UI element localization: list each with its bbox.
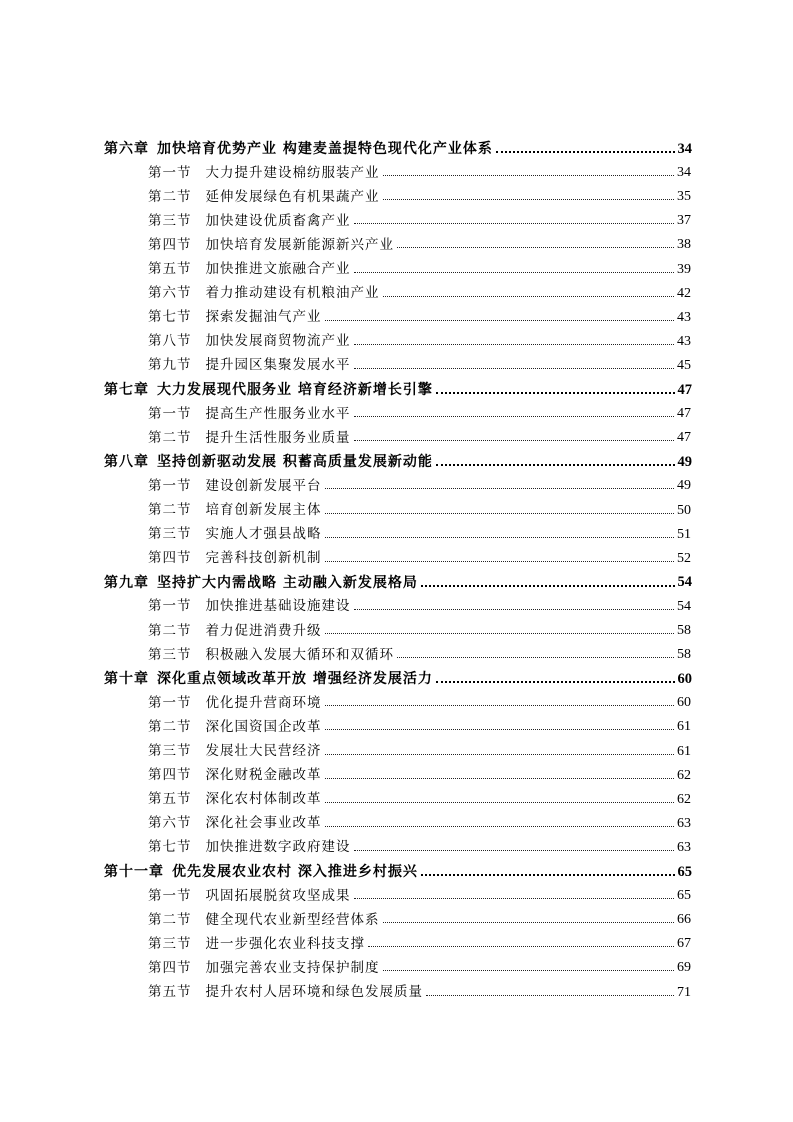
dot-leader — [325, 826, 675, 827]
toc-entry-title: 培育创新发展主体 — [205, 502, 322, 518]
toc-chapter-entry — [104, 375, 692, 397]
dot-leader — [325, 561, 675, 562]
dot-leader — [496, 151, 675, 153]
toc-section-entry — [148, 953, 691, 975]
toc-section-entry — [148, 881, 691, 903]
toc-entry-page-number: 71 — [677, 984, 691, 1000]
toc-chapter-entry — [104, 857, 692, 879]
toc-entry-number: 第二节 — [148, 622, 192, 639]
toc-entry-title: 加快培育发展新能源新兴产业 — [205, 236, 394, 253]
toc-entry-number: 第二节 — [148, 188, 192, 205]
toc-entry-title: 坚持创新驱动发展 积蓄高质量发展新动能 — [157, 454, 433, 471]
toc-entry-number: 第七章 — [104, 382, 149, 398]
toc-entry-title: 深化重点领域改革开放 增强经济发展活力 — [157, 671, 433, 688]
toc-entry-number: 第五节 — [148, 261, 192, 277]
toc-entry-title: 提高生产性服务业水平 — [205, 405, 351, 422]
toc-section-entry — [148, 737, 691, 759]
toc-section-entry — [148, 255, 691, 277]
toc-section-entry — [148, 978, 691, 1000]
dot-leader — [325, 513, 675, 514]
toc-entry-page-number: 61 — [677, 743, 691, 759]
toc-entry-page-number: 67 — [677, 936, 691, 952]
toc-entry-page-number: 58 — [677, 623, 691, 638]
toc-section-entry — [148, 640, 691, 662]
toc-entry-number: 第三节 — [148, 646, 192, 663]
toc-entry-page-number: 51 — [677, 526, 691, 542]
toc-entry-title: 进一步强化农业科技支撑 — [205, 935, 365, 952]
toc-section-entry — [148, 905, 691, 927]
toc-entry-page-number: 34 — [677, 165, 691, 181]
toc-section-entry — [148, 833, 691, 855]
toc-entry-title: 提升园区集聚发展水平 — [205, 357, 351, 374]
toc-entry-title: 完善科技创新机制 — [205, 550, 322, 567]
dot-leader — [325, 778, 675, 779]
toc-entry-title: 优化提升营商环境 — [205, 694, 322, 711]
toc-entry-page-number: 42 — [677, 285, 691, 301]
toc-entry-number: 第四节 — [148, 236, 192, 253]
dot-leader — [325, 488, 675, 489]
dot-leader — [383, 970, 675, 971]
toc-entry-title: 大力发展现代服务业 培育经济新增长引擎 — [157, 382, 433, 398]
toc-entry-title: 坚持扩大内需战略 主动融入新发展格局 — [157, 574, 418, 591]
toc-entry-number: 第七节 — [148, 839, 192, 856]
toc-entry-number: 第四节 — [148, 550, 192, 567]
toc-section-entry — [148, 230, 691, 252]
toc-section-entry — [148, 929, 691, 951]
toc-entry-number: 第十一章 — [104, 864, 164, 880]
toc-entry-number: 第五节 — [148, 791, 192, 808]
toc-entry-number: 第九节 — [148, 357, 192, 374]
dot-leader — [436, 681, 675, 683]
toc-section-entry — [148, 809, 691, 831]
toc-entry-page-number: 39 — [677, 261, 691, 277]
toc-entry-page-number: 61 — [677, 719, 691, 735]
toc-entry-page-number: 60 — [677, 695, 691, 711]
toc-entry-number: 第五节 — [148, 984, 192, 1000]
toc-entry-title: 建设创新发展平台 — [205, 477, 322, 494]
toc-entry-page-number: 62 — [677, 767, 691, 783]
toc-entry-number: 第二节 — [148, 502, 192, 518]
dot-leader — [325, 320, 675, 321]
toc-entry-page-number: 66 — [677, 912, 691, 928]
dot-leader — [397, 247, 674, 248]
toc-entry-page-number: 34 — [677, 140, 692, 157]
dot-leader — [325, 705, 675, 706]
dot-leader — [354, 850, 675, 851]
toc-chapter-entry — [104, 664, 692, 686]
toc-section-entry — [148, 182, 691, 204]
dot-leader — [383, 175, 675, 176]
toc-chapter-entry — [104, 568, 692, 590]
toc-entry-number: 第六章 — [104, 141, 149, 157]
toc-entry-page-number: 60 — [677, 670, 692, 687]
toc-entry-number: 第二节 — [148, 718, 192, 735]
dot-leader — [383, 296, 675, 297]
toc-entry-title: 健全现代农业新型经营体系 — [205, 911, 380, 928]
toc-entry-title: 加快发展商贸物流产业 — [205, 333, 351, 350]
toc-entry-page-number: 63 — [677, 815, 691, 831]
toc-entry-number: 第三节 — [148, 526, 192, 543]
dot-leader — [426, 995, 674, 996]
toc-section-entry — [148, 785, 691, 807]
toc-entry-title: 着力促进消费升级 — [205, 622, 322, 639]
toc-entry-number: 第二节 — [148, 429, 192, 446]
toc-entry-title: 深化财税金融改革 — [205, 767, 322, 784]
dot-leader — [354, 344, 675, 345]
toc-entry-page-number: 49 — [677, 453, 692, 470]
dot-leader — [354, 223, 675, 224]
toc-entry-title: 深化社会事业改革 — [205, 815, 322, 832]
dot-leader — [325, 729, 675, 730]
toc-entry-title: 探索发掘油气产业 — [205, 309, 322, 326]
toc-section-entry — [148, 712, 691, 734]
toc-entry-number: 第一节 — [148, 887, 192, 904]
toc-section-entry — [148, 327, 691, 349]
toc-entry-page-number: 47 — [677, 381, 692, 398]
toc-entry-number: 第一节 — [148, 405, 192, 422]
toc-section-entry — [148, 423, 691, 445]
dot-leader — [421, 874, 675, 876]
toc-entry-page-number: 54 — [677, 574, 692, 591]
toc-entry-number: 第三节 — [148, 743, 192, 759]
toc-entry-number: 第一节 — [148, 477, 192, 494]
toc-entry-title: 提升生活性服务业质量 — [205, 429, 351, 446]
toc-entry-page-number: 43 — [677, 309, 691, 325]
toc-section-entry — [148, 544, 691, 566]
toc-entry-title: 大力提升建设棉纺服装产业 — [205, 164, 380, 181]
toc-entry-number: 第一节 — [148, 164, 192, 181]
toc-entry-number: 第八节 — [148, 333, 192, 350]
toc-entry-number: 第八章 — [104, 454, 149, 471]
toc-section-entry — [148, 688, 691, 710]
toc-section-entry — [148, 303, 691, 325]
toc-entry-number: 第三节 — [148, 212, 192, 229]
toc-entry-page-number: 69 — [677, 960, 691, 976]
dot-leader — [354, 368, 675, 369]
dot-leader — [436, 464, 675, 466]
toc-entry-number: 第一节 — [148, 598, 192, 615]
dot-leader — [421, 585, 675, 587]
toc-section-entry — [148, 471, 691, 493]
toc-entry-number: 第一节 — [148, 694, 192, 711]
toc-entry-title: 加快推进基础设施建设 — [205, 598, 351, 615]
toc-entry-page-number: 37 — [677, 213, 691, 229]
toc-entry-page-number: 50 — [677, 502, 691, 518]
toc-entry-title: 延伸发展绿色有机果蔬产业 — [205, 188, 380, 205]
toc-entry-number: 第四节 — [148, 959, 192, 976]
toc-entry-title: 着力推动建设有机粮油产业 — [205, 285, 380, 302]
toc-section-entry — [148, 592, 691, 614]
toc-entry-title: 优先发展农业农村 深入推进乡村振兴 — [172, 864, 418, 880]
toc-entry-number: 第二节 — [148, 911, 192, 928]
dot-leader — [325, 802, 675, 803]
dot-leader — [397, 657, 674, 658]
toc-entry-page-number: 43 — [677, 333, 691, 349]
dot-leader — [325, 537, 675, 538]
toc-entry-page-number: 54 — [677, 598, 691, 614]
toc-section-entry — [148, 279, 691, 301]
toc-entry-number: 第六节 — [148, 815, 192, 832]
dot-leader — [325, 633, 675, 634]
toc-chapter-entry — [104, 134, 692, 156]
toc-entry-page-number: 49 — [677, 478, 691, 494]
toc-entry-number: 第六节 — [148, 285, 192, 302]
toc-section-entry — [148, 351, 691, 373]
dot-leader — [354, 898, 675, 899]
dot-leader — [325, 754, 675, 755]
toc-entry-page-number: 62 — [677, 791, 691, 807]
toc-entry-title: 积极融入发展大循环和双循环 — [205, 646, 394, 663]
toc-section-entry — [148, 399, 691, 421]
dot-leader — [383, 199, 675, 200]
dot-leader — [354, 440, 675, 441]
dot-leader — [354, 416, 675, 417]
toc-entry-page-number: 52 — [677, 550, 691, 566]
toc-entry-title: 加快推进文旅融合产业 — [205, 261, 351, 277]
toc-entry-title: 深化农村体制改革 — [205, 791, 322, 808]
dot-leader — [354, 609, 675, 610]
toc-entry-number: 第四节 — [148, 767, 192, 784]
toc-entry-page-number: 65 — [677, 863, 692, 880]
toc-entry-title: 实施人才强县战略 — [205, 526, 322, 543]
toc-section-entry — [148, 616, 691, 638]
toc-chapter-entry — [104, 447, 692, 469]
toc-section-entry — [148, 158, 691, 180]
toc-entry-page-number: 38 — [677, 237, 691, 253]
toc-entry-page-number: 35 — [677, 189, 691, 205]
toc-entry-page-number: 45 — [677, 357, 691, 373]
toc-entry-title: 加快培育优势产业 构建麦盖提特色现代化产业体系 — [157, 141, 493, 157]
toc-section-entry — [148, 520, 691, 542]
toc-entry-number: 第三节 — [148, 935, 192, 952]
toc-entry-title: 发展壮大民营经济 — [205, 743, 322, 759]
toc-entry-title: 加快建设优质畜禽产业 — [205, 212, 351, 229]
toc-entry-page-number: 58 — [677, 647, 691, 663]
toc-entry-title: 加快推进数字政府建设 — [205, 839, 351, 856]
dot-leader — [368, 946, 674, 947]
dot-leader — [383, 922, 675, 923]
toc-section-entry — [148, 496, 691, 518]
toc-entry-page-number: 65 — [677, 888, 691, 904]
toc-entry-page-number: 47 — [677, 430, 691, 446]
toc-entry-page-number: 63 — [677, 839, 691, 855]
toc-section-entry — [148, 206, 691, 228]
toc-section-entry — [148, 761, 691, 783]
dot-leader — [354, 272, 675, 273]
toc-entry-title: 巩固拓展脱贫攻坚成果 — [205, 887, 351, 904]
toc-entry-title: 深化国资国企改革 — [205, 718, 322, 735]
toc-entry-number: 第十章 — [104, 671, 149, 688]
toc-entry-number: 第九章 — [104, 574, 149, 591]
dot-leader — [436, 392, 675, 394]
toc-entry-page-number: 47 — [677, 406, 691, 422]
toc-entry-number: 第七节 — [148, 309, 192, 326]
toc-entry-title: 加强完善农业支持保护制度 — [205, 959, 380, 976]
toc-entry-title: 提升农村人居环境和绿色发展质量 — [205, 984, 423, 1000]
